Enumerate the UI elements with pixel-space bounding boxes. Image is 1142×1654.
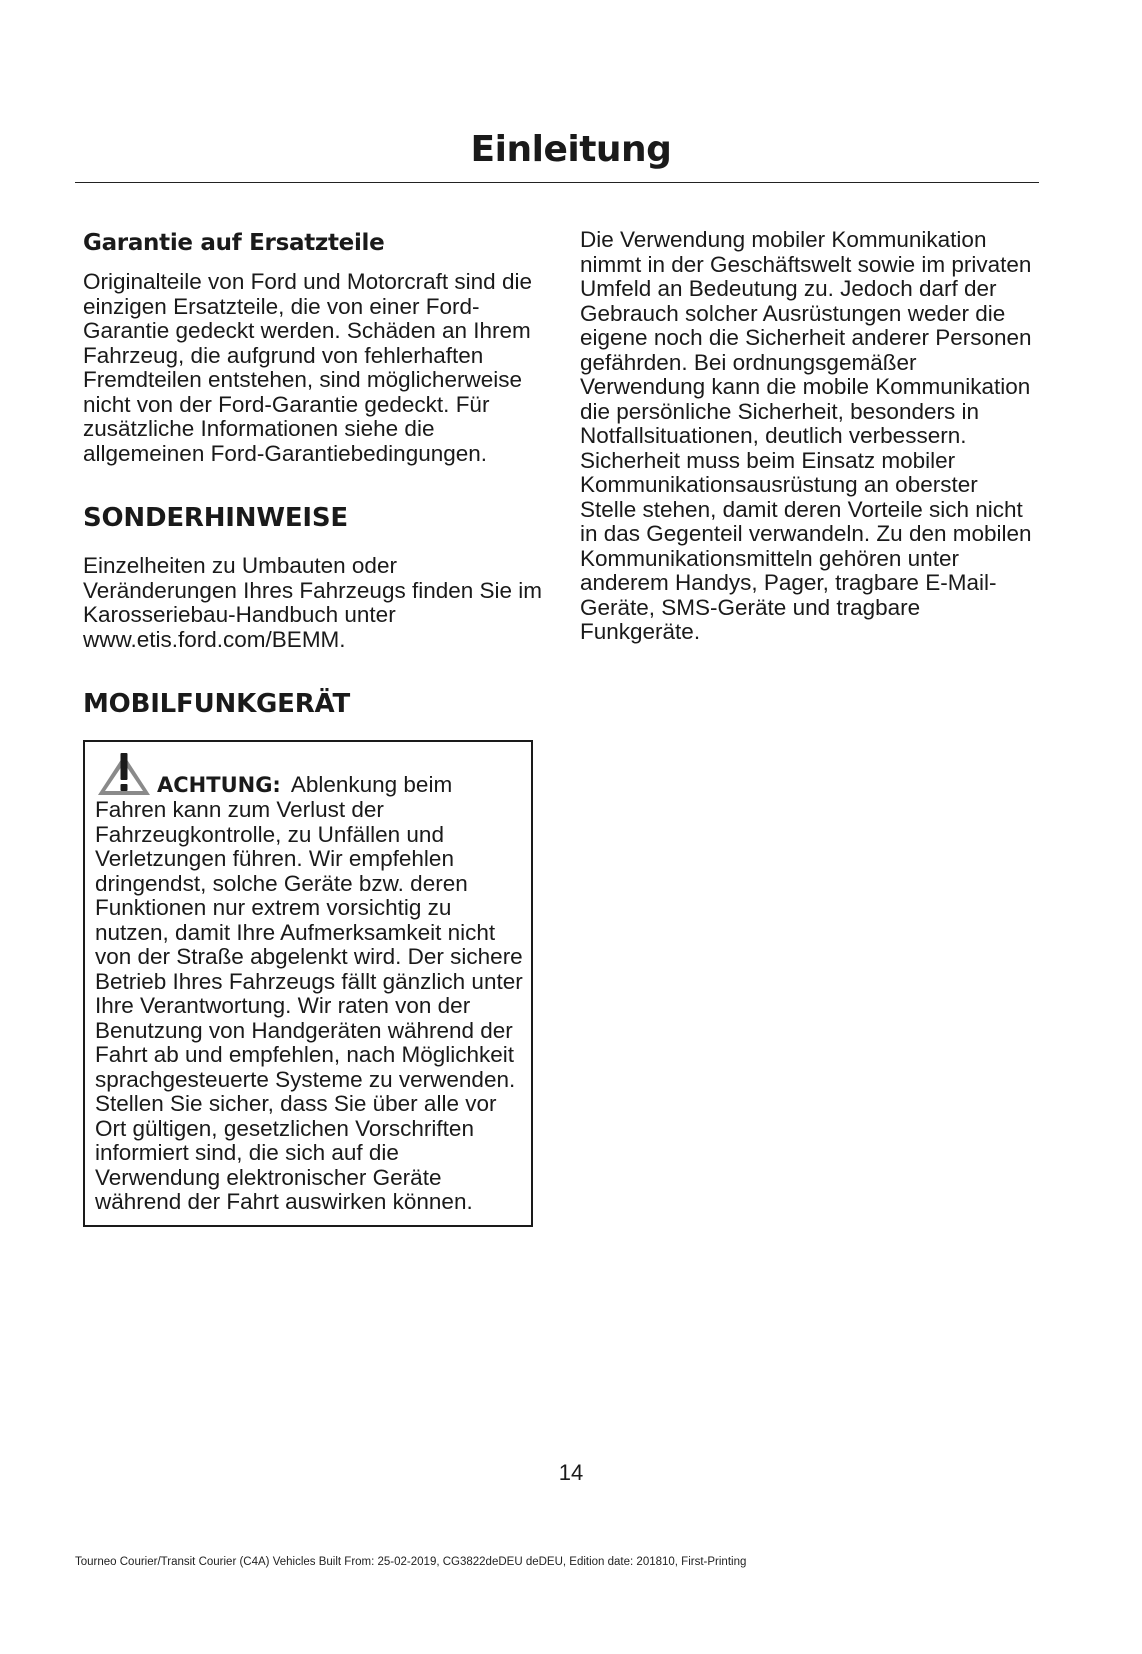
mobile-phone-heading: MOBILFUNKGERÄT: [83, 689, 350, 719]
warning-paragraph: [95, 752, 523, 1215]
title-divider: [75, 182, 1039, 183]
footer-text: Tourneo Courier/Transit Courier (C4A) Vehicles Built From: 25-02-2019, CG3822deDEU deDEU, Edition date: 201810, First-Printing: [75, 1556, 747, 1568]
right-column: [580, 228, 1040, 645]
special-notes-heading: SONDERHINWEISE: [83, 503, 348, 533]
warning-box: [83, 740, 533, 1227]
spare-parts-heading: Garantie auf Ersatzteile: [83, 230, 385, 256]
warning-text: Ablenkung beim Fahren kann zum Verlust der Fahrzeugkontrolle, zu Unfällen und Verletzungen führen. Wir empfehlen dringendst, solche Geräte bzw. deren Funktionen nur extrem vorsichtig zu nutzen, damit Ihre Aufmerksamkeit nicht von der Straße abgelenkt wird. Der sichere Betrieb Ihres Fahrzeugs fällt gänzlich unter Ihre Verantwortung. Wir raten von der Benutzung von Handgeräten während der Fahrt ab und empfehlen, nach Möglichkeit sprachgesteuerte Systeme zu verwenden. Stellen Sie sicher, dass Sie über alle vor Ort gültigen, gesetzlichen Vorschriften informiert sind, die sich auf die Verwendung elektronischer Geräte während der Fahrt auswirken können.: [95, 772, 523, 1214]
special-notes-text: Einzelheiten zu Umbauten oder Veränderungen Ihres Fahrzeugs finden Sie im Karosseriebau-Handbuch unter www.etis.ford.com/BEMM.: [83, 553, 543, 652]
warning-triangle-icon: [95, 752, 153, 798]
page-title: Einleitung: [470, 129, 672, 170]
page-number: 14: [558, 1460, 584, 1485]
spare-parts-text: Originalteile von Ford und Motorcraft sind die einzigen Ersatzteile, die von einer Ford-Garantie gedeckt werden. Schäden an Ihrem Fahrzeug, die aufgrund von fehlerhaften Fremdteilen entstehen, sind möglicherweise nicht von der Ford-Garantie gedeckt. Für zusätzliche Informationen siehe die allgemeinen Ford-Garantiebedingungen.: [83, 269, 532, 466]
mobile-communication-text: Die Verwendung mobiler Kommunikation nimmt in der Geschäftswelt sowie im privaten Umfeld an Bedeutung zu. Jedoch darf der Gebrauch solcher Ausrüstungen weder die eigene noch die Sicherheit anderer Personen gefährden. Bei ordnungsgemäßer Verwendung kann die mobile Kommunikation die persönliche Sicherheit, besonders in Notfallsituationen, deutlich verbessern. Sicherheit muss beim Einsatz mobiler Kommunikationsausrüstung an oberster Stelle stehen, damit deren Vorteile sich nicht in das Gegenteil verwandeln. Zu den mobilen Kommunikationsmitteln gehören unter anderem Handys, Pager, tragbare E-Mail-Geräte, SMS-Geräte und tragbare Funkgeräte.: [580, 227, 1032, 644]
left-column: [83, 228, 543, 1227]
warning-label: ACHTUNG:: [157, 773, 281, 797]
